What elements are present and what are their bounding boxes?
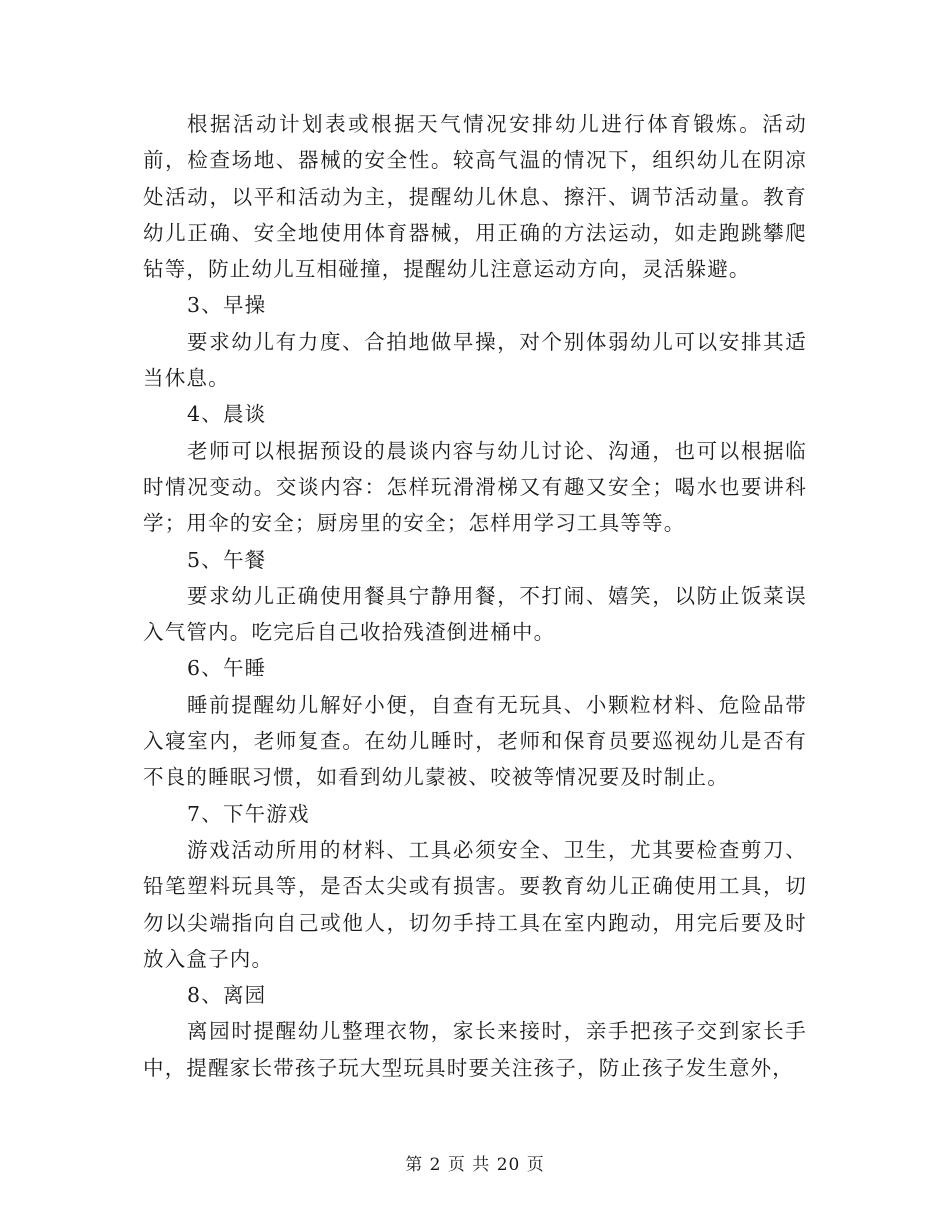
section-heading-afternoon-games: 7、下午游戏 <box>187 801 310 826</box>
paragraph-lunch: 要求幼儿正确使用餐具宁静用餐，不打闹、嬉笑，以防止饭菜误入气管内。吃完后自己收拾残渣倒进桶中。 <box>143 583 807 645</box>
section-heading-morning-exercise: 3、早操 <box>187 293 267 318</box>
page-footer <box>0 1153 950 1177</box>
section-heading-nap: 6、午睡 <box>187 656 267 681</box>
footer-prefix: 第 <box>405 1155 430 1175</box>
section-heading-lunch: 5、午餐 <box>187 547 267 572</box>
paragraph-leaving: 离园时提醒幼儿整理衣物，家长来接时，亲手把孩子交到家长手中，提醒家长带孩子玩大型玩具时要关注孩子，防止孩子发生意外， <box>143 1019 807 1080</box>
paragraph-morning-talk: 老师可以根据预设的晨谈内容与幼儿讨论、沟通，也可以根据临时情况变动。交谈内容：怎样玩滑滑梯又有趣又安全；喝水也要讲科学；用伞的安全；厨房里的安全；怎样用学习工具等等。 <box>143 438 807 536</box>
paragraph-exercise: 根据活动计划表或根据天气情况安排幼儿进行体育锻炼。活动前，检查场地、器械的安全性。较高气温的情况下，组织幼儿在阴凉处活动，以平和活动为主，提醒幼儿休息、擦汗、调节活动量。教育幼儿正确、安全地使用体育器械，用正确的方法运动，如走跑跳攀爬钻等，防止幼儿互相碰撞，提醒幼儿注意运动方向，灵活躲避。 <box>143 112 807 282</box>
footer-suffix: 页 <box>520 1155 545 1175</box>
paragraph-nap: 睡前提醒幼儿解好小便，自查有无玩具、小颗粒材料、危险品带入寝室内，老师复查。在幼儿睡时，老师和保育员要巡视幼儿是否有不良的睡眠习惯，如看到幼儿蒙被、咬被等情况要及时制止。 <box>143 692 807 790</box>
footer-total-pages: 20 <box>496 1155 521 1175</box>
section-heading-morning-talk: 4、晨谈 <box>187 402 267 427</box>
footer-middle: 页 共 <box>441 1155 497 1175</box>
section-heading-leaving: 8、离园 <box>187 983 267 1008</box>
paragraph-morning-exercise: 要求幼儿有力度、合拍地做早操，对个别体弱幼儿可以安排其适当休息。 <box>143 329 807 391</box>
footer-current-page: 2 <box>429 1155 442 1175</box>
paragraph-afternoon-games: 游戏活动所用的材料、工具必须安全、卫生，尤其要检查剪刀、铅笔塑料玩具等，是否太尖或有损害。要教育幼儿正确使用工具，切勿以尖端指向自己或他人，切勿手持工具在室内跑动，用完后要及时放入盒子内。 <box>143 837 807 971</box>
document-body <box>143 106 807 1086</box>
